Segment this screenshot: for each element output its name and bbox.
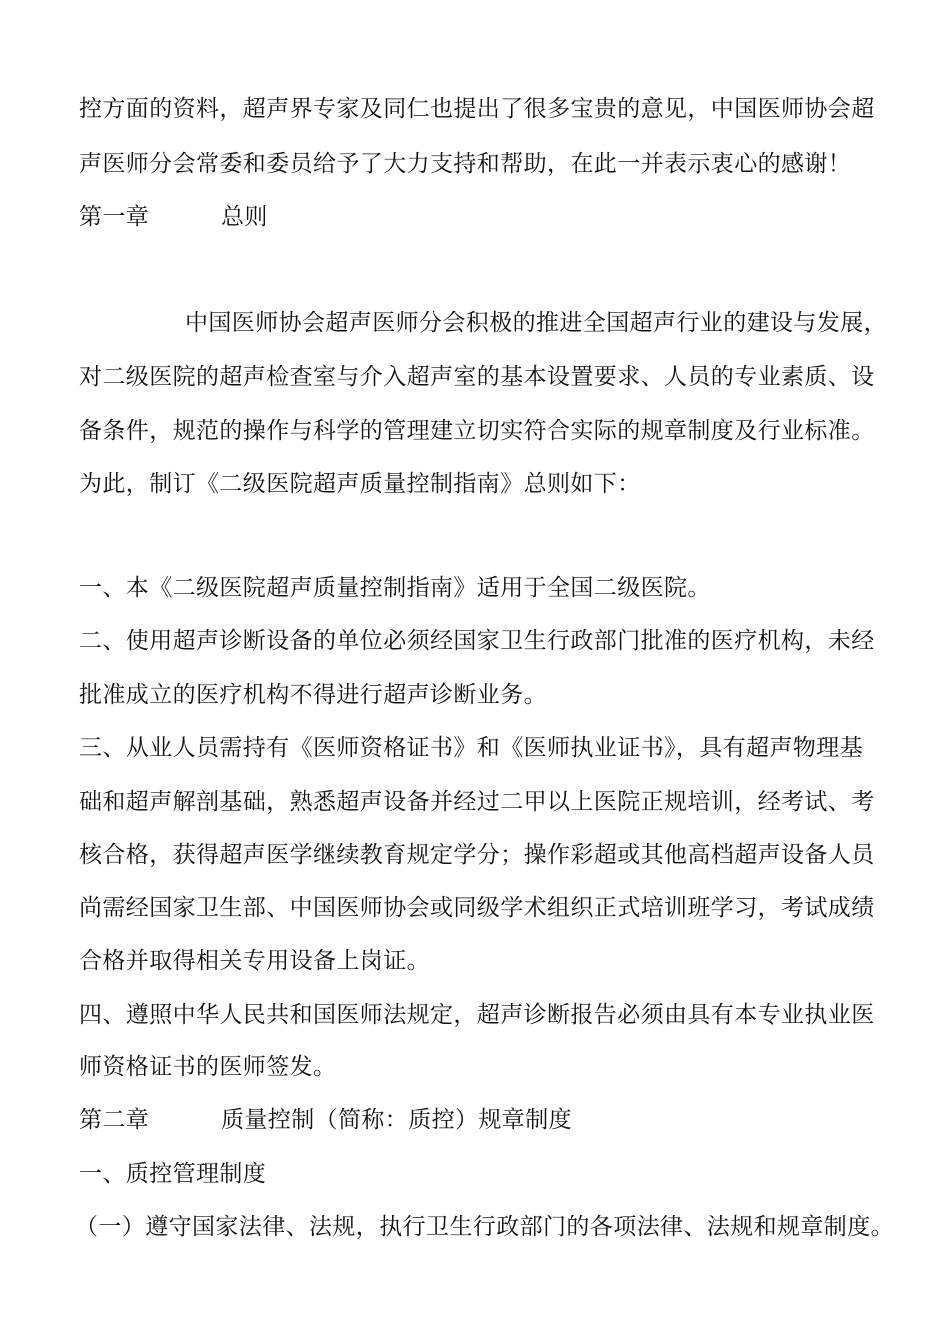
preamble-line-4: 为此，制订《二级医院超声质量控制指南》总则如下：: [79, 471, 641, 497]
item-2-line-1: 二、使用超声诊断设备的单位必须经国家卫生行政部门批准的医疗机构，未经: [79, 628, 875, 654]
preamble-line-3: 备条件，规范的操作与科学的管理建立切实符合实际的规章制度及行业标准。: [79, 418, 875, 444]
item-1: 一、本《二级医院超声质量控制指南》适用于全国二级医院。: [79, 575, 711, 601]
intro-line-1: 控方面的资料，超声界专家及同仁也提出了很多宝贵的意见，中国医师协会超: [79, 96, 875, 122]
item-3-line-1: 三、从业人员需持有《医师资格证书》和《医师执业证书》，具有超声物理基: [79, 735, 864, 761]
item-4-line-1: 四、遵照中华人民共和国医师法规定，超声诊断报告必须由具有本专业执业医: [79, 1002, 875, 1028]
section-1-heading: 一、质控管理制度: [79, 1161, 267, 1187]
preamble-line-1: 中国医师协会超声医师分会积极的推进全国超声行业的建设与发展，: [185, 310, 887, 336]
chapter-1-title: 总则: [221, 204, 268, 230]
chapter-1-heading: [79, 202, 268, 232]
preamble-line-2: 对二级医院的超声检查室与介入超声室的基本设置要求、人员的专业素质、设: [79, 364, 875, 390]
intro-line-2: 声医师分会常委和委员给予了大力支持和帮助，在此一并表示衷心的感谢！: [79, 151, 852, 177]
item-3-line-2: 础和超声解剖基础，熟悉超声设备并经过二甲以上医院正规培训，经考试、考: [79, 789, 875, 815]
item-3-line-5: 合格并取得相关专用设备上岗证。: [79, 948, 430, 974]
item-3-line-3: 核合格，获得超声医学继续教育规定学分；操作彩超或其他高档超声设备人员: [79, 842, 875, 868]
chapter-2-number: 第二章: [79, 1107, 150, 1133]
section-1-sub-1: （一）遵守国家法律、法规，执行卫生行政部门的各项法律、法规和规章制度。: [75, 1214, 894, 1240]
chapter-2-title: 质量控制（简称：质控）规章制度: [221, 1107, 572, 1133]
chapter-2-heading: [79, 1105, 572, 1135]
item-3-line-4: 尚需经国家卫生部、中国医师协会或同级学术组织正式培训班学习，考试成绩: [79, 895, 875, 921]
chapter-1-number: 第一章: [79, 204, 150, 230]
item-2-line-2: 批准成立的医疗机构不得进行超声诊断业务。: [79, 682, 547, 708]
item-4-line-2: 师资格证书的医师签发。: [79, 1054, 337, 1080]
